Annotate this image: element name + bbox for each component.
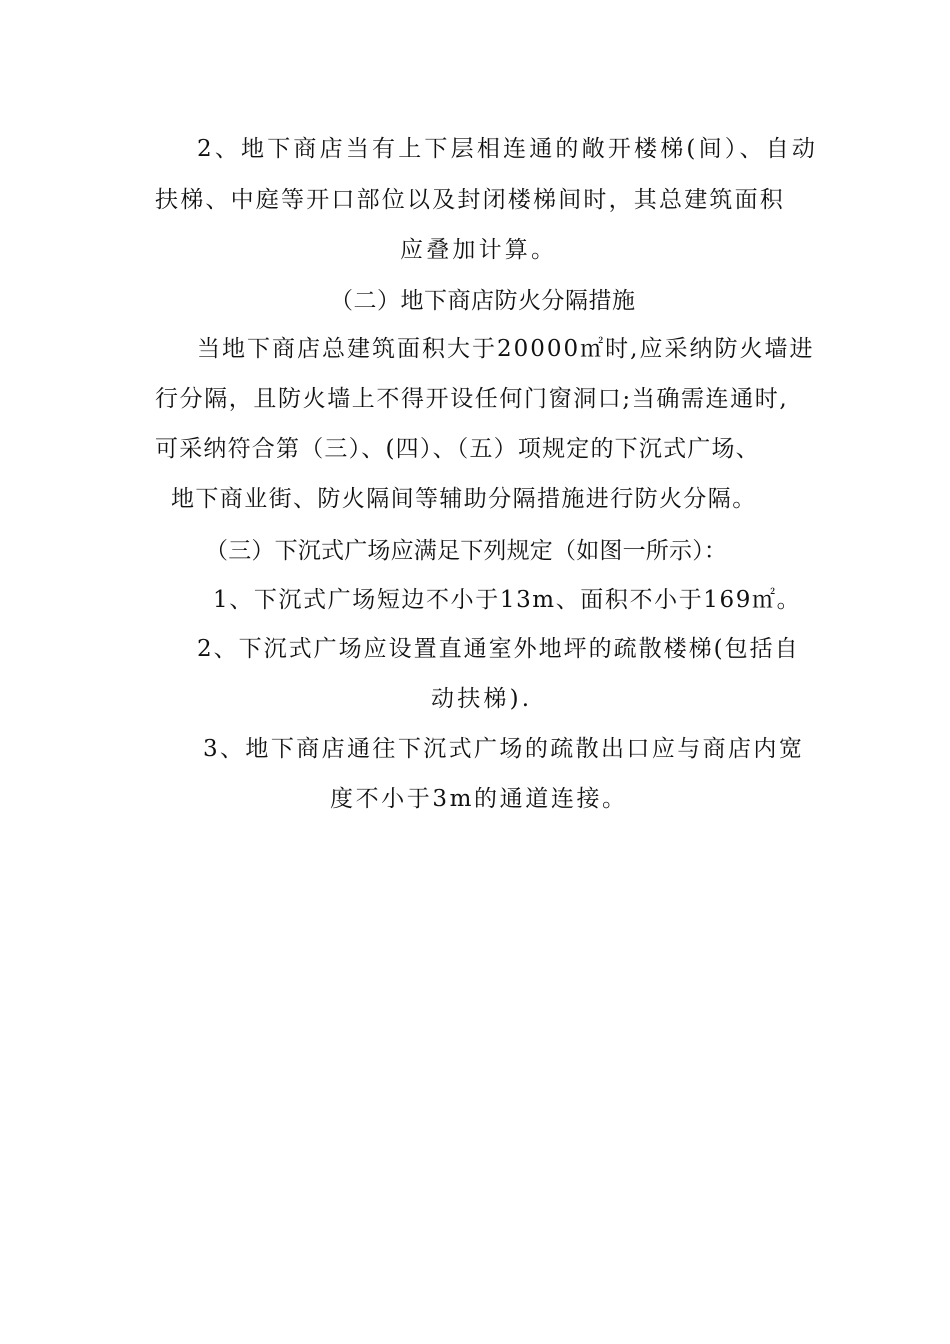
section-heading: （二）地下商店防火分隔措施 (330, 288, 636, 314)
section-heading: （三）下沉式广场应满足下列规定（如图一所示）： (205, 538, 728, 564)
paragraph-line: 当地下商店总建筑面积大于20000㎡时,应采纳防火墙进 (197, 336, 815, 362)
paragraph-line: 可采纳符合第（三）、(四）、（五）项规定的下沉式广场、 (155, 436, 760, 462)
paragraph-line: 动扶梯). (431, 686, 533, 712)
paragraph-line: 3、地下商店通往下沉式广场的疏散出口应与商店内宽 (203, 736, 805, 762)
paragraph-line: 地下商业街、防火隔间等辅助分隔措施进行防火分隔。 (171, 486, 757, 512)
paragraph-line: 度不小于3m的通道连接。 (330, 786, 628, 812)
paragraph-line: 行分隔，且防火墙上不得开设任何门窗洞口;当确需连通时, (155, 386, 789, 412)
paragraph-line: 2、地下商店当有上下层相连通的敞开楼梯(间）、自动 (197, 136, 819, 162)
paragraph-line: 应叠加计算。 (400, 237, 558, 263)
paragraph-line: 2、下沉式广场应设置直通室外地坪的疏散楼梯(包括自 (197, 636, 800, 662)
paragraph-line: 1、下沉式广场短边不小于13m、面积不小于169㎡。 (213, 587, 802, 613)
paragraph-line: 扶梯、中庭等开口部位以及封闭楼梯间时，其总建筑面积 (155, 187, 785, 213)
